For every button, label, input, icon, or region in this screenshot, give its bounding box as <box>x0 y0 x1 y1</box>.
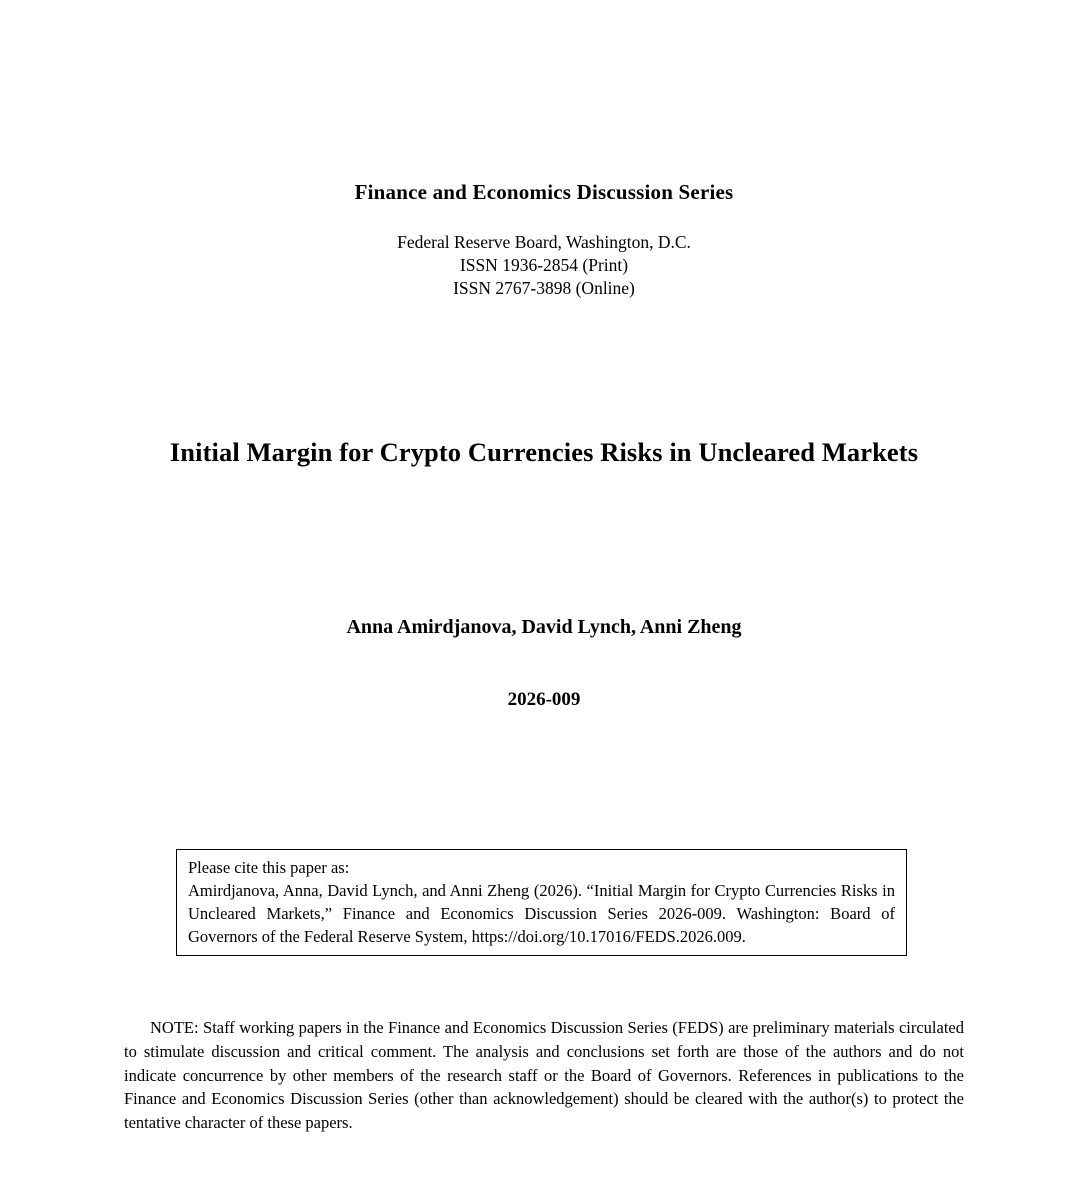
author-list: Anna Amirdjanova, David Lynch, Anni Zheng <box>346 616 742 638</box>
paper-number: 2026-009 <box>507 689 581 710</box>
page-title: Initial Margin for Crypto Currencies Risks in Uncleared Markets <box>169 437 919 467</box>
series-title: Finance and Economics Discussion Series <box>354 180 734 204</box>
note-block <box>124 1016 964 1135</box>
note-label: NOTE: <box>150 1018 199 1037</box>
note-text: Staff working papers in the Finance and Economics Discussion Series (FEDS) are preliminary materials circulated to stimulate discussion and critical comment. The analysis and conclusions set forth are those of the authors and do not indicate concurrence by other members of the research staff or the Board of Governors. References in publications to the Finance and Economics Discussion Series (other than acknowledgement) should be cleared with the author(s) to protect the tentative character of these papers. <box>124 1018 965 1132</box>
citation-box <box>176 849 907 956</box>
citation-text: Amirdjanova, Anna, David Lynch, and Anni Zheng (2026). “Initial Margin for Crypto Currencies Risks in Uncleared Markets,” Finance and Economics Discussion Series 2026-009. Washington: Board of Governors of the Federal Reserve System, https://doi.org/10.17016/FEDS.2026.009. <box>188 881 895 947</box>
institution-line: Federal Reserve Board, Washington, D.C. <box>397 232 691 252</box>
citation-prompt: Please cite this paper as: <box>188 858 350 877</box>
issn-print-line: ISSN 1936-2854 (Print) <box>459 255 629 276</box>
publisher-block <box>0 231 1088 300</box>
issn-online-line: ISSN 2767-3898 (Online) <box>453 278 635 299</box>
